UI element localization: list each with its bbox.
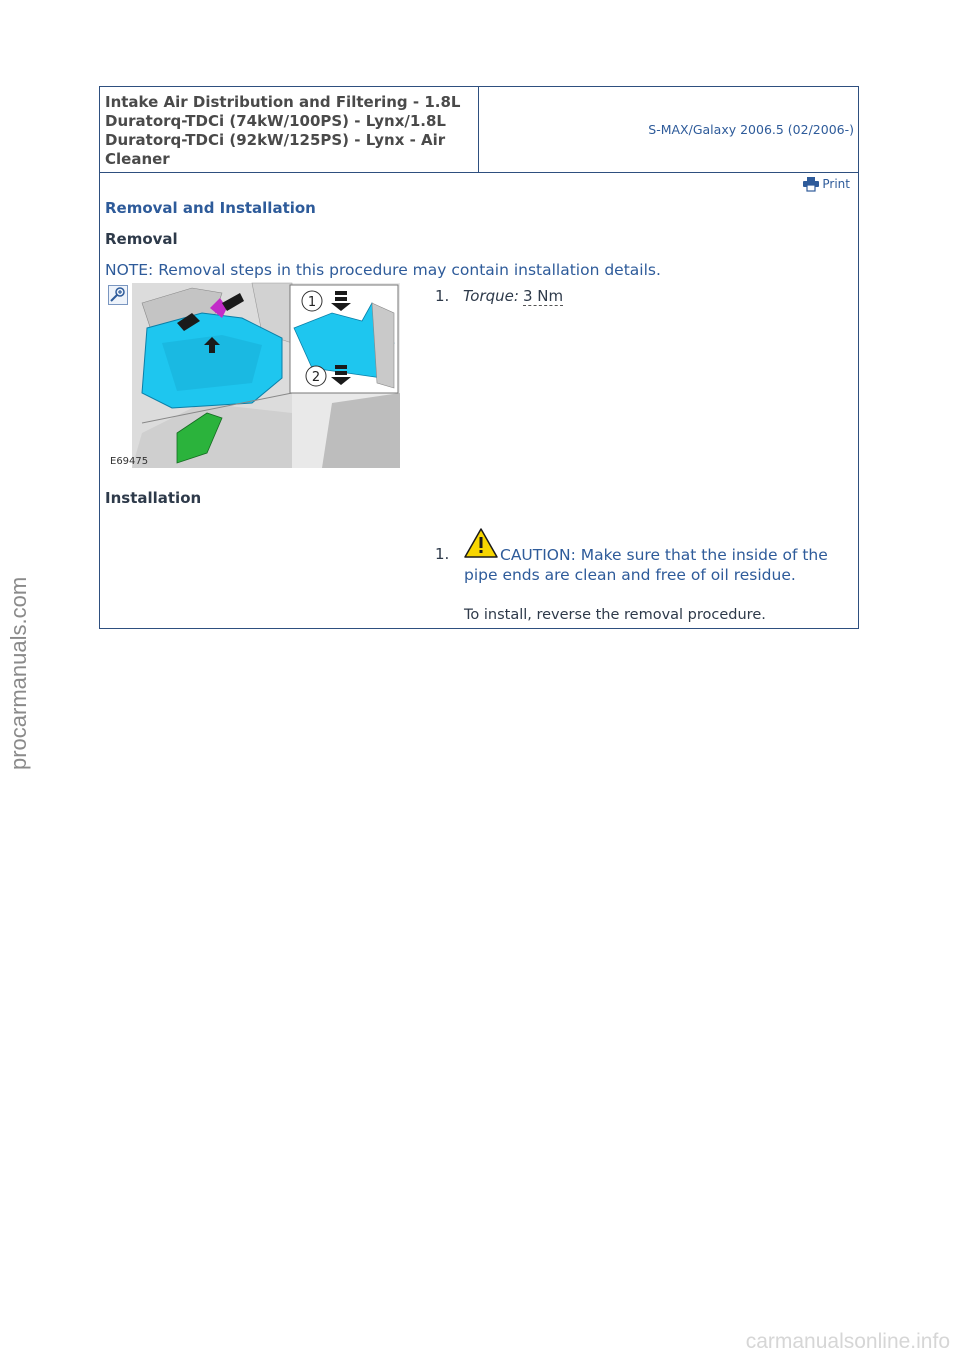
installation-heading: Installation xyxy=(105,489,202,507)
print-button[interactable] xyxy=(803,177,850,191)
footer-watermark: carmanualsonline.info xyxy=(745,1330,950,1353)
install-instruction: To install, reverse the removal procedure. xyxy=(464,607,766,623)
air-cleaner-figure xyxy=(110,283,400,468)
header xyxy=(100,87,858,173)
torque-label: Torque: xyxy=(463,287,519,305)
callout-1: 1 xyxy=(307,295,317,310)
removal-step-1 xyxy=(435,287,563,305)
callout-2: 2 xyxy=(311,370,321,385)
step-number: 1. xyxy=(435,545,450,563)
side-watermark: procarmanuals.com xyxy=(6,576,31,770)
caution-text: CAUTION: Make sure that the inside of the pipe ends are clean and free of oil residue. xyxy=(464,546,828,584)
zoom-icon[interactable] xyxy=(108,285,128,305)
torque-value[interactable]: 3 Nm xyxy=(522,287,564,305)
removal-installation-heading: Removal and Installation xyxy=(105,199,316,217)
page-title: Intake Air Distribution and Filtering - 1.8L Duratorq-TDCi (74kW/100PS) - Lynx/1.8L Duratorq-TDCi (92kW/125PS) - Lynx - Air Cleaner xyxy=(100,87,479,172)
step-number: 1. xyxy=(435,287,450,305)
removal-heading: Removal xyxy=(105,230,178,248)
model-label: S-MAX/Galaxy 2006.5 (02/2006-) xyxy=(648,122,854,137)
note-text: NOTE: Removal steps in this procedure may contain installation details. xyxy=(105,261,661,279)
figure-code: E69475 xyxy=(110,456,149,467)
print-label: Print xyxy=(822,177,850,191)
printer-icon xyxy=(803,177,819,191)
procedure-frame xyxy=(99,86,859,629)
